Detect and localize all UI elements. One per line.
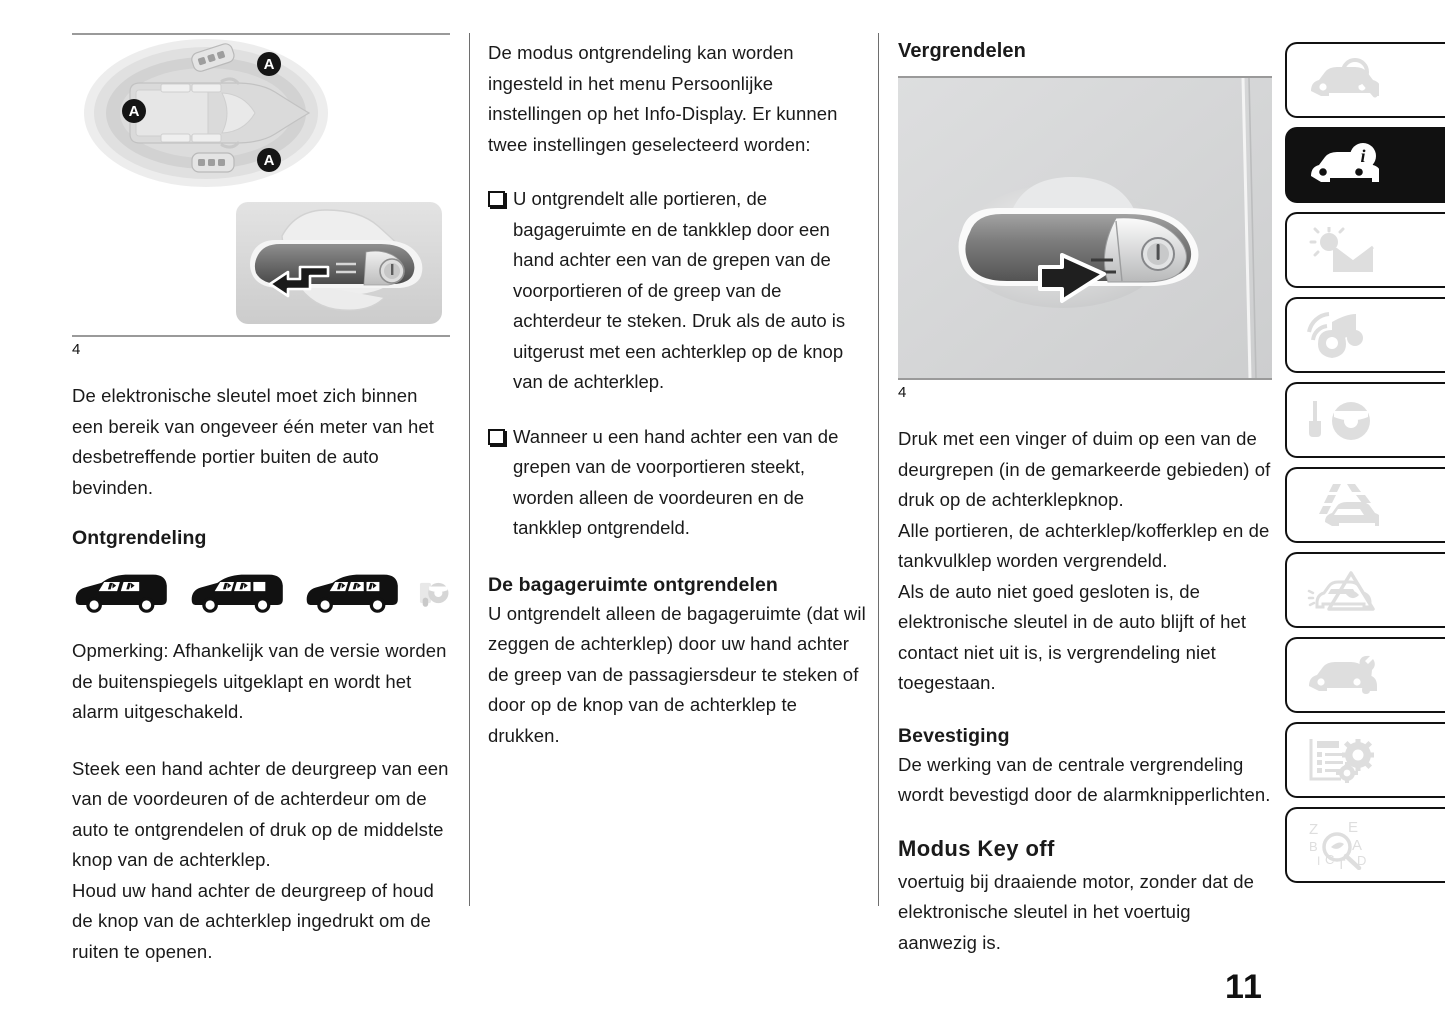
svg-text:A: A	[128, 103, 140, 120]
van-9-seat-icon	[303, 570, 401, 616]
car-service-icon	[1307, 652, 1379, 698]
photo-bottom-rule	[898, 378, 1272, 380]
left-paragraph-1: De elektronische sleutel moet zich binnen een bereik van ongeveer één meter van het desbetreffende portier buiten de auto bevinden.	[72, 385, 435, 498]
svg-text:I: I	[1317, 854, 1321, 868]
zone-marker-a-2	[122, 99, 146, 123]
tab-navigation-media[interactable]	[1285, 297, 1445, 373]
svg-text:D: D	[1357, 853, 1367, 868]
svg-text:B: B	[1309, 839, 1318, 854]
heading-bagageruimte-ontgrendelen: De bagageruimte ontgrendelen	[488, 573, 778, 596]
emergency-warning-icon	[1307, 567, 1379, 613]
car-search-icon	[1307, 57, 1379, 103]
svg-text:A: A	[1352, 837, 1363, 854]
right-paragraph-1: Druk met een vinger of duim op een van de deurgrepen (in de gemarkeerde gebieden) of druk op de achterklepknop. Alle portieren, de achterklep/kofferklep en de tankvulklep worden vergrendeld. Als de auto niet goed gesloten is, de elektronische sleutel in de auto blijft of het contact niet uit is, is vergrendeling niet toegestaan.	[898, 428, 1271, 693]
tab-alphabetical-index[interactable]	[1285, 807, 1445, 883]
navigation-media-icon	[1307, 312, 1379, 358]
svg-text:Z: Z	[1309, 821, 1319, 838]
door-handle-lock-photo	[898, 78, 1272, 378]
svg-text:A: A	[263, 152, 275, 169]
specifications-gear-icon	[1307, 737, 1379, 783]
middle-column	[488, 0, 868, 751]
keyless-entry-zone-figure	[72, 35, 450, 335]
square-bullet-icon	[488, 429, 505, 445]
figure-caption-right: 4	[898, 384, 907, 401]
svg-text:A: A	[263, 56, 275, 73]
right-column	[898, 0, 1272, 958]
figure-bottom-rule	[72, 335, 450, 337]
svg-text:i: i	[1360, 146, 1366, 166]
list-item-text: Wanneer u een hand achter een van de grepen van de voorportieren steekt, worden alleen de voordeuren en de tankklep ontgrendeld.	[513, 425, 839, 538]
page-number: 11	[1225, 968, 1263, 1006]
vehicle-variant-icons	[72, 564, 450, 616]
steering-controls-icon	[1307, 397, 1379, 443]
heading-bevestiging: Bevestiging	[898, 724, 1010, 747]
heading-vergrendelen: Vergrendelen	[898, 40, 1026, 62]
van-5-seat-icon	[72, 570, 170, 616]
square-bullet-icon	[488, 191, 505, 207]
tab-lane-assist[interactable]	[1285, 467, 1445, 543]
svg-text:E: E	[1348, 820, 1359, 836]
column-divider-2	[878, 33, 879, 906]
figure-caption-left: 4	[72, 341, 81, 358]
left-paragraph-2: Steek een hand achter de deurgreep van een van de voordeuren of de achterdeur om de auto te ontgrendelen of druk op de middelste knop van de achterklep. Houd uw hand achter de deurgreep of houd de knop van de achterklep ingedrukt om de ruiten te openen.	[72, 757, 449, 962]
tab-car-service[interactable]	[1285, 637, 1445, 713]
list-item	[488, 422, 868, 544]
list-item-text: U ontgrendelt alle portieren, de bagageruimte en de tankklep door een hand achter een van de grepen van de voorportieren of de greep van de achterdeur te steken. Druk als de auto is uitgerust met een achterklep op de knop van de achterklep.	[513, 188, 846, 392]
alphabetical-index-icon	[1307, 820, 1379, 870]
tab-car-search[interactable]	[1285, 42, 1445, 118]
heading-modus-key-off: Modus Key off	[898, 835, 1055, 861]
svg-text:T: T	[1337, 856, 1346, 870]
lane-assist-icon	[1307, 482, 1379, 528]
van-7-seat-icon	[188, 570, 286, 616]
tab-emergency-warning[interactable]	[1285, 552, 1445, 628]
tab-specifications[interactable]	[1285, 722, 1445, 798]
svg-text:C: C	[1325, 852, 1335, 867]
car-info-icon	[1307, 142, 1379, 188]
right-paragraph-2: De werking van de centrale vergrendeling wordt bevestigd door de alarmknipperlichten.	[898, 753, 1271, 805]
zone-marker-a-1	[257, 52, 281, 76]
left-note-opmerking: Opmerking: Afhankelijk van de versie worden de buitenspiegels uitgeklapt en wordt het alarm uitgeschakeld.	[72, 640, 447, 722]
left-column	[72, 0, 450, 967]
tab-steering-controls[interactable]	[1285, 382, 1445, 458]
steering-wheel-icon	[419, 570, 450, 616]
climate-mail-icon	[1307, 227, 1379, 273]
tab-car-info[interactable]	[1285, 127, 1445, 203]
heading-ontgrendeling: Ontgrendeling	[72, 527, 207, 549]
zone-marker-a-3	[257, 148, 281, 172]
right-paragraph-3: voertuig bij draaiende motor, zonder dat de elektronische sleutel in het voertuig aanwezig is.	[898, 870, 1255, 953]
mid-paragraph-2: U ontgrendelt alleen de bagageruimte (dat wil zeggen de achterklep) door uw hand achter de greep van de passagiersdeur te steken of door op de knop van de achterklep te drukken.	[488, 602, 866, 746]
unlock-mode-options-list	[488, 184, 868, 544]
mid-paragraph-1: De modus ontgrendeling kan worden ingesteld in het menu Persoonlijke instellingen op het Info-Display. Er kunnen twee instellingen geselecteerd worden:	[488, 42, 838, 155]
chapter-tabs-sidebar[interactable]	[1285, 42, 1445, 892]
tab-climate-mail[interactable]	[1285, 212, 1445, 288]
list-item	[488, 184, 868, 398]
column-divider-1	[469, 33, 470, 906]
